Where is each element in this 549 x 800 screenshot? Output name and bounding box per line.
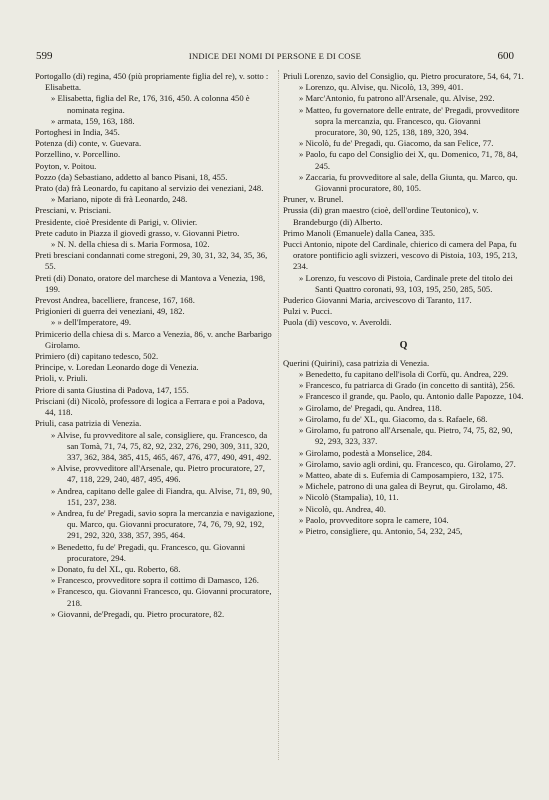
column-divider — [278, 70, 279, 760]
index-entry: Puola (di) vescovo, v. Averoldi. — [283, 317, 392, 328]
index-entry: » Alvise, fu provveditore al sale, consigliere, qu. Francesco, da san Tomà, 71, 74, 75, 82, 92, 232, 276, 290, 309, 311, 320, 337, 362, 384, 385, 415, 465, 467, 476, 477, 490, 491, 492. — [51, 429, 272, 462]
index-entry: Pruner, v. Brunel. — [283, 194, 344, 205]
index-entry: Pozzo (da) Sebastiano, addetto al banco Pisani, 18, 455. — [35, 171, 228, 182]
index-entry: » Benedetto, fu de' Pregadi, qu. Francesco, qu. Giovanni procuratore, 294. — [51, 541, 246, 563]
index-entry: Priuli, casa patrizia di Venezia. — [35, 418, 142, 429]
index-entry: » Mariano, nipote di frà Leonardo, 248. — [51, 194, 188, 205]
index-entry: Prisciani (di) Nicolò, professore di logica a Ferrara e poi a Padova, 44, 118. — [35, 395, 265, 418]
index-entry: » Nicolò, fu de' Pregadi, qu. Giacomo, da san Felice, 77. — [299, 138, 494, 149]
index-entry: » Paolo, provveditore sopra le camere, 104. — [299, 514, 449, 525]
section-letter: Q — [399, 339, 408, 351]
index-entry: » Francesco, qu. Giovanni Francesco, qu. Giovanni procuratore, 218. — [51, 586, 272, 608]
index-entry: » Benedetto, fu capitano dell'isola di Corfù, qu. Andrea, 229. — [299, 369, 509, 380]
left-index-column — [35, 71, 276, 620]
index-entry: » Lorenzo, fu vescovo di Pistoia, Cardinale prete del titolo dei Santi Quattro coronati, 93, 103, 195, 250, 285, 505. — [299, 272, 513, 294]
index-entry: » Pietro, consigliere, qu. Antonio, 54, 232, 245, — [299, 525, 463, 536]
index-entry: » Girolamo, de' Pregadi, qu. Andrea, 118. — [299, 402, 442, 413]
index-entry: Presciani, v. Prisciani. — [35, 205, 112, 216]
index-entry: » » dell'Imperatore, 49. — [51, 317, 132, 328]
index-entry: » Nicolò (Stampalia), 10, 11. — [299, 492, 399, 503]
right-index-column — [283, 71, 524, 537]
index-entry: Poyton, v. Poitou. — [35, 160, 97, 171]
index-entry: Pulzi v. Pucci. — [283, 306, 333, 317]
index-entry: Querini (Quirini), casa patrizia di Venezia. — [283, 357, 430, 368]
index-entry: » Giovanni, de'Pregadi, qu. Pietro procuratore, 82. — [51, 608, 225, 619]
index-entry: Preti bresciani condannati come stregoni, 29, 30, 31, 32, 34, 35, 36, 55. — [35, 250, 268, 272]
index-entry: Prussia (di) gran maestro (cioè, dell'ordine Teutonico), v. Brandeburgo (di) Alberto. — [283, 205, 479, 227]
index-entry: » Matteo, fu governatore delle entrate, de' Pregadi, provveditore sopra la mercanzia, qu. Francesco, qu. Giovanni procuratore, 30, 90, 125, 138, 189, 320, 394. — [299, 104, 520, 138]
index-entry: » Matteo, abate di s. Eufemia di Camposampiero, 132, 175. — [299, 469, 504, 480]
index-entry: Portoghesi in India, 345. — [35, 127, 120, 138]
index-entry: » armata, 159, 163, 188. — [51, 115, 135, 126]
index-entry: Principe, v. Loredan Leonardo doge di Venezia. — [35, 362, 199, 373]
index-entry: » Girolamo, savio agli ordini, qu. Francesco, qu. Girolamo, 27. — [299, 458, 516, 469]
index-entry: » Donato, fu del XL, qu. Roberto, 68. — [51, 563, 181, 574]
index-entry: Porzellino, v. Porcellino. — [35, 149, 121, 160]
index-entry: Pucci Antonio, nipote del Cardinale, chierico di camera del Papa, fu oratore pontificio agli svizzeri, vescovo di Pistoia, 103, 195, 213, 234. — [283, 239, 518, 272]
page-header — [36, 50, 514, 64]
index-entry: Prete caduto in Piazza il giovedì grasso, v. Giovanni Pietro. — [35, 227, 240, 238]
index-entry: » Elisabetta, figlia del Re, 176, 316, 450. A colonna 450 è nominata regina. — [51, 93, 250, 115]
index-entry: Prigionieri di guerra dei veneziani, 49, 182. — [35, 306, 185, 317]
index-entry: » N. N. della chiesa di s. Maria Formosa, 102. — [51, 239, 210, 250]
index-entry: » Alvise, provveditore all'Arsenale, qu. Pietro procuratore, 27, 47, 118, 229, 240, 487, 495, 496. — [51, 463, 265, 485]
index-entry: Primiero (di) capitano tedesco, 502. — [35, 351, 159, 362]
right-page-number: 600 — [497, 50, 514, 62]
index-entry: » Francesco il grande, qu. Paolo, qu. Antonio dalle Papozze, 104. — [299, 391, 524, 402]
index-entry: » Girolamo, podestà a Monselice, 284. — [299, 447, 433, 458]
index-entry: Prevost Andrea, bacelliere, francese, 167, 168. — [35, 295, 195, 306]
index-entry: » Girolamo, fu de' XL, qu. Giacomo, da s. Rafaele, 68. — [299, 413, 488, 424]
index-entry: » Zaccaria, fu provveditore al sale, della Giunta, qu. Marco, qu. Giovanni procuratore, 80, 105. — [299, 171, 518, 194]
index-entry: » Francesco, fu patriarca di Grado (in concetto di santità), 256. — [299, 380, 515, 391]
index-entry: Priuli Lorenzo, savio del Consiglio, qu. Pietro procuratore, 54, 64, 71. — [283, 71, 524, 81]
index-entry: Prioli, v. Priuli. — [35, 373, 88, 384]
index-entry: Puderico Giovanni Maria, arcivescovo di Taranto, 117. — [283, 295, 472, 306]
index-entry: » Andrea, fu de' Pregadi, savio sopra la mercanzia e navigazione, qu. Marco, qu. Giovanni procuratore, 74, 76, 79, 92, 192, 291, 292, 320, 338, 357, 395, 464. — [51, 507, 275, 541]
left-page-number: 599 — [36, 50, 53, 62]
index-entry: » Andrea, capitano delle galee di Fiandra, qu. Alvise, 71, 89, 90, 151, 237, 238. — [51, 485, 272, 507]
index-entry: Prato (da) frà Leonardo, fu capitano al servizio dei veneziani, 248. — [35, 183, 264, 194]
index-entry: » Michele, patrono di una galea di Beyrut, qu. Girolamo, 48. — [299, 481, 508, 492]
index-entry: » Francesco, provveditore sopra il cottimo di Damasco, 126. — [51, 575, 259, 586]
index-entry: » Paolo, fu capo del Consiglio dei X, qu. Domenico, 71, 78, 84, 245. — [299, 149, 518, 171]
index-entry: » Marc'Antonio, fu patrono all'Arsenale, qu. Alvise, 292. — [299, 93, 495, 104]
index-entry: Primo Manoli (Emanuele) dalla Canea, 335. — [283, 227, 436, 238]
index-entry: » Nicolò, qu. Andrea, 40. — [299, 503, 386, 514]
running-title: INDICE DEI NOMI DI PERSONE E DI COSE — [188, 51, 362, 61]
index-entry: Priore di santa Giustina di Padova, 147, 155. — [35, 384, 189, 395]
index-entry: Primicerio della chiesa di s. Marco a Venezia, 86, v. anche Barbarigo Girolamo. — [35, 328, 272, 350]
index-entry: Portogallo (di) regina, 450 (più propriamente figlia del re), v. sotto : Elisabetta. — [35, 71, 269, 93]
index-entry: » Girolamo, fu patrono all'Arsenale, qu. Pietro, 74, 75, 82, 90, 92, 293, 323, 337. — [299, 425, 513, 447]
index-entry: Presidente, cioè Presidente di Parigi, v. Olivier. — [35, 216, 198, 227]
index-entry: Preti (di) Donato, oratore del marchese di Mantova a Venezia, 198, 199. — [35, 272, 266, 294]
index-entry: Potenza (di) conte, v. Guevara. — [35, 138, 142, 149]
index-entry: » Lorenzo, qu. Alvise, qu. Nicolò, 13, 399, 401. — [299, 82, 464, 93]
